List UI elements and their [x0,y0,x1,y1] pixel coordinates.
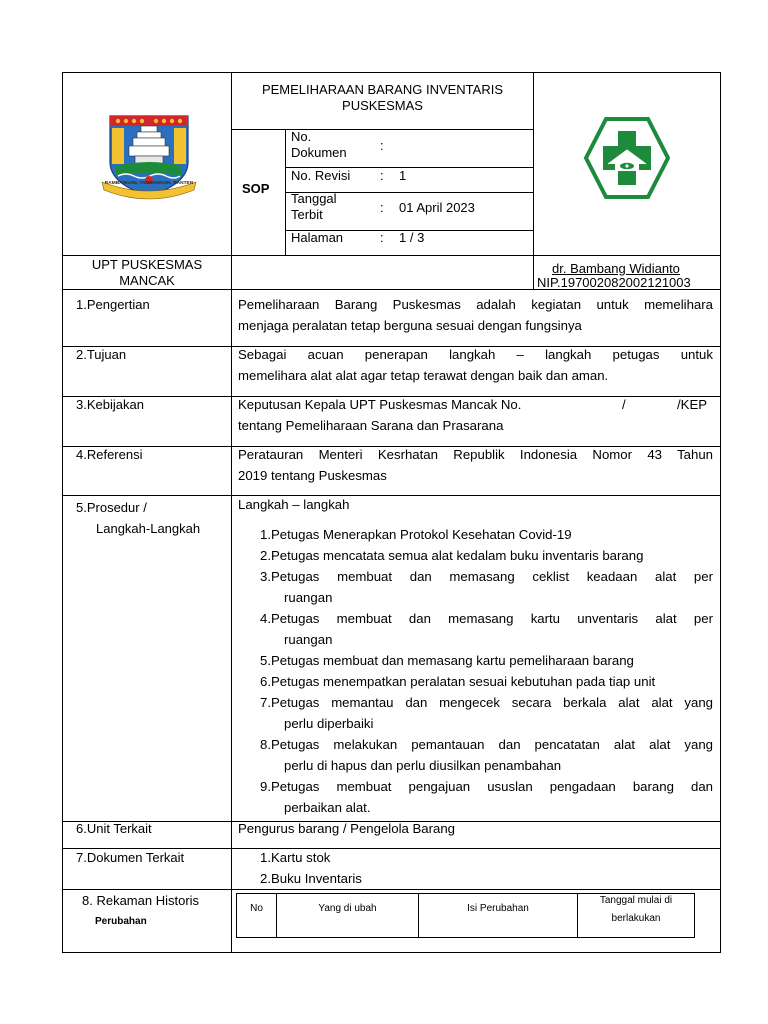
section-pengertian-line1: Pemeliharaan Barang Puskesmas adalah kegiatan untuk memelihara [238,297,713,312]
related-document-item: 2.Buku Inventaris [260,871,362,886]
section-rekaman-label-sub: Perubahan [95,916,147,927]
section-prosedur-label: 5.Prosedur / Langkah-Langkah [76,500,201,536]
section-kebijakan-line2: tentang Pemeliharaan Sarana dan Prasarana [238,418,504,433]
section-prosedur-intro: Langkah – langkah [238,497,350,512]
history-col-no: No [250,903,263,914]
regional-emblem-motto: RAMBANGAN, TAMBANGAN, BANTEN [104,181,194,186]
section-pengertian-label: 1.Pengertian [76,297,150,312]
history-col-isi-perubahan: Isi Perubahan [467,903,529,914]
section-rekaman-label: 8. Rekaman Historis [82,893,200,908]
puskesmas-logo [584,117,670,199]
field-halaman-colon: : [380,230,384,245]
history-col-tanggal: Tanggal mulai di berlakukan [599,895,673,924]
procedure-step: 3.Petugas membuat dan memasang ceklist keadaan alat per [260,569,713,584]
history-col-yang-diubah: Yang di ubah [318,903,377,914]
field-no-revisi-colon: : [380,168,384,183]
unit-name: UPT PUSKESMAS MANCAK [91,257,203,288]
field-tanggal-terbit-value: 01 April 2023 [399,200,475,215]
procedure-step-continuation: perlu diperbaiki [284,716,374,731]
puskesmas-cross-icon [584,117,670,199]
procedure-step: 4.Petugas membuat dan memasang kartu unventaris alat per [260,611,713,626]
procedure-step: 9.Petugas membuat pengajuan ususlan pengadaan barang dan [260,779,713,794]
procedure-step-continuation: perlu di hapus dan perlu diusilkan penambahan [284,758,562,773]
field-no-revisi-value: 1 [399,168,407,183]
procedure-step: 8.Petugas melakukan pemantauan dan pencatatan alat alat yang [260,737,713,752]
procedure-step: 6.Petugas menempatkan peralatan sesuai kebutuhan pada tiap unit [260,674,656,689]
section-kebijakan-line1b: / [622,397,626,412]
document-title [232,82,533,114]
section-tujuan-label: 2.Tujuan [76,347,127,362]
procedure-step: 2.Petugas mencatata semua alat kedalam buku inventaris barang [260,548,644,563]
regional-emblem-icon [100,110,198,208]
section-kebijakan-line1c: /KEP [677,397,708,412]
document-title-line1: PEMELIHARAAN BARANG INVENTARIS [261,82,504,97]
section-kebijakan-label: 3.Kebijakan [76,397,144,412]
procedure-step: 5.Petugas membuat dan memasang kartu pemeliharaan barang [260,653,634,668]
section-dokumen-terkait-label: 7.Dokumen Terkait [76,850,185,865]
procedure-step-continuation: perbaikan alat. [284,800,371,815]
regional-emblem-logo [100,110,198,208]
field-no-dokumen-label: No. Dokumen [291,129,347,160]
related-document-item: 1.Kartu stok [260,850,331,865]
section-pengertian-line2: menjaga peralatan tetap berguna sesuai dengan fungsinya [238,318,582,333]
field-halaman-value: 1 / 3 [399,230,425,245]
section-unit-terkait-value: Pengurus barang / Pengelola Barang [238,821,456,836]
signer-name: dr. Bambang Widianto [552,261,680,276]
field-tanggal-terbit-colon: : [380,200,384,215]
section-unit-terkait-label: 6.Unit Terkait [76,821,152,836]
sop-label: SOP [242,181,270,196]
procedure-step-continuation: ruangan [284,590,333,605]
field-no-dokumen-colon: : [380,138,384,153]
procedure-step: 1.Petugas Menerapkan Protokol Kesehatan Covid-19 [260,527,572,542]
signer-nip: NIP.197002082002121003 [537,275,691,290]
procedure-step: 7.Petugas memantau dan mengecek secara berkala alat alat yang [260,695,713,710]
document-title-line2: PUSKESMAS [342,98,423,113]
section-referensi-label: 4.Referensi [76,447,143,462]
field-halaman-label: Halaman [291,230,344,245]
section-tujuan-line1: Sebagai acuan penerapan langkah – langkah petugas untuk [238,347,713,362]
field-no-revisi-label: No. Revisi [291,168,351,183]
procedure-step-continuation: ruangan [284,632,333,647]
section-referensi-line1: Peratauran Menteri Kesrhatan Republik Indonesia Nomor 43 Tahun [238,447,713,462]
section-referensi-line2: 2019 tentang Puskesmas [238,468,387,483]
field-tanggal-terbit-label: Tanggal Terbit [291,191,337,222]
section-kebijakan-line1a: Keputusan Kepala UPT Puskesmas Mancak No. [238,397,522,412]
section-tujuan-line2: memelihara alat alat agar tetap terawat dengan baik dan aman. [238,368,609,383]
